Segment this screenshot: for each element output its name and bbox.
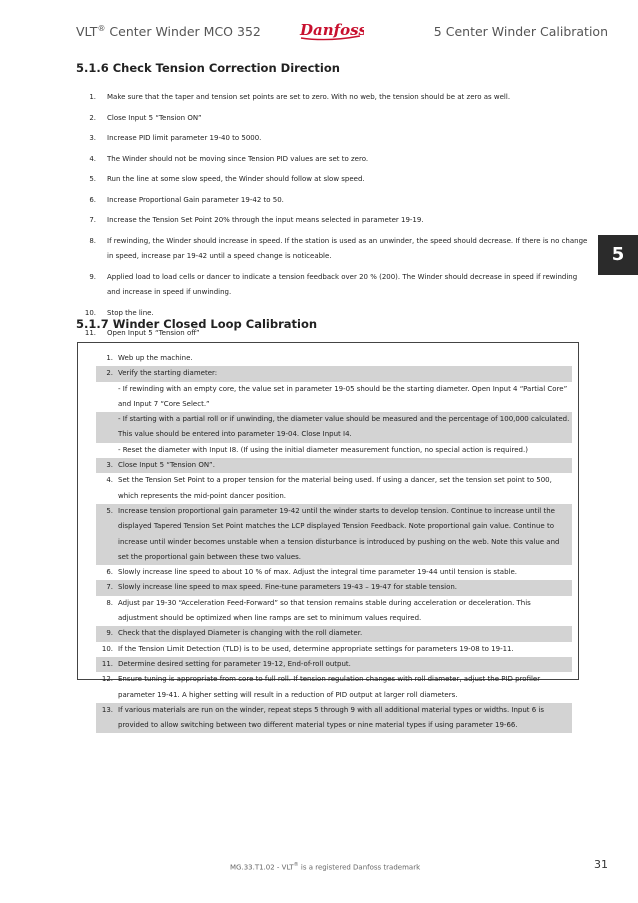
procedure-text: Determine desired setting for parameter 19-12, End-of-roll output. — [118, 659, 351, 668]
step-text: Increase PID limit parameter 19-40 to 5000. — [107, 134, 262, 142]
danfoss-logo-mark — [298, 18, 364, 42]
header-product — [76, 24, 261, 39]
step-number: 3. — [89, 134, 96, 142]
step-item — [76, 111, 592, 127]
step-item — [76, 193, 592, 209]
procedure-row — [96, 596, 572, 627]
procedure-row — [96, 580, 572, 595]
step-item — [76, 172, 592, 188]
section-516-steps — [76, 90, 592, 347]
procedure-number: 8. — [106, 598, 113, 607]
step-text: Close Input 5 “Tension ON” — [107, 113, 202, 122]
step-text: The Winder should not be moving since Tension PID values are set to zero. — [107, 154, 369, 163]
step-text: Open Input 5 “Tension off” — [107, 329, 200, 337]
procedure-row — [96, 565, 572, 580]
step-number: 11. — [84, 329, 96, 337]
procedure-text: Set the Tension Set Point to a proper tension for the material being used. If using a dancer, set the tension set point to 500, which represents the mid-point dancer position. — [118, 476, 552, 500]
procedure-row — [96, 458, 572, 473]
calibration-procedure-box — [77, 342, 579, 730]
step-item — [76, 213, 592, 229]
footer-registered-mark: ® — [293, 862, 299, 868]
step-text: Make sure that the taper and tension set points are set to zero. With no web, the tension should be at zero as well. — [107, 93, 511, 101]
step-number: 6. — [89, 195, 96, 204]
procedure-text: If various materials are run on the winder, repeat steps 5 through 9 with all additional material types or widths. Input 6 is provided to allow switching between two different material types or nine material types if using parameter 19-66. — [118, 705, 545, 730]
step-text: If rewinding, the Winder should increase in speed. If the station is used as an unwinder, the speed should decrease. If there is no change in speed, increase par 19-42 until a speed change is noticeable. — [107, 236, 588, 260]
procedure-text: Slowly increase line speed to about 10 % of max. Adjust the integral time parameter 19-44 until tension is stable. — [118, 568, 518, 577]
step-number: 10. — [84, 308, 96, 317]
procedure-text: If the Tension Limit Detection (TLD) is to be used, determine appropriate settings for parameters 19-08 to 19-11. — [118, 644, 514, 653]
procedure-row — [96, 443, 572, 458]
step-number: 5. — [89, 175, 96, 183]
calibration-procedure-list — [96, 351, 572, 733]
procedure-number: 6. — [106, 568, 113, 577]
step-item — [76, 131, 592, 147]
procedure-text: - If rewinding with an empty core, the value set in parameter 19-05 should be the starting diameter. Open Input 4 “Partial Core” and Input 7 “Core Select.” — [118, 384, 568, 408]
procedure-row — [96, 366, 572, 381]
procedure-text: Close Input 5 “Tension ON”. — [118, 461, 215, 470]
procedure-number: 4. — [106, 476, 113, 485]
procedure-number: 12. — [101, 675, 113, 684]
step-item — [76, 152, 592, 168]
procedure-row — [96, 473, 572, 504]
procedure-row — [96, 351, 572, 366]
procedure-text: - If starting with a partial roll or if unwinding, the diameter value should be measured and the percentage of 100,000 calculated. This value should be entered into parameter 19-04. Close Input I4. — [118, 415, 570, 439]
procedure-row — [96, 412, 572, 443]
step-text: Stop the line. — [107, 308, 154, 317]
footer-text-pre: MG.33.T1.02 - VLT — [230, 863, 294, 872]
procedure-text: Ensure tuning is appropriate from core to full roll. If tension regulation changes with roll diameter, adjust the PID profiler parameter 19-41. A higher setting will result in a reduction of PID output at larger roll diameters. — [118, 675, 541, 699]
procedure-row — [96, 657, 572, 672]
chapter-tab: 5 — [598, 235, 638, 275]
procedure-row — [96, 504, 572, 565]
procedure-text: Adjust par 19-30 “Acceleration Feed-Forward” so that tension remains stable during acceleration or deceleration. This adjustment should be optimized when line ramps are set to minimum values required. — [118, 598, 531, 623]
procedure-row — [96, 703, 572, 734]
procedure-text: Web up the machine. — [118, 354, 193, 362]
step-text: Increase Proportional Gain parameter 19-42 to 50. — [107, 195, 284, 204]
section-517-heading: 5.1.7 Winder Closed Loop Calibration — [76, 317, 318, 331]
header-product-post: Center Winder MCO 352 — [105, 24, 261, 40]
footer-text-post: is a registered Danfoss trademark — [298, 863, 421, 872]
procedure-row — [96, 642, 572, 657]
procedure-row — [96, 672, 572, 703]
procedure-number: 1. — [106, 354, 113, 362]
procedure-number: 10. — [101, 644, 113, 653]
header-product-pre: VLT — [76, 24, 98, 40]
procedure-text: Check that the displayed Diameter is changing with the roll diameter. — [118, 629, 363, 638]
step-number: 8. — [89, 236, 96, 245]
step-text: Applied load to load cells or dancer to indicate a tension feedback over 20 % (200). The Winder should decrease in speed if rewinding and increase in speed if unwinding. — [107, 272, 578, 296]
procedure-text: Slowly increase line speed to max speed. Fine-tune parameters 19-43 – 19-47 for stable tension. — [118, 583, 458, 592]
procedure-text: - Reset the diameter with Input I8. (If using the initial diameter measurement function, no special action is required.) — [118, 445, 528, 454]
procedure-number: 7. — [106, 583, 113, 592]
procedure-number: 3. — [106, 461, 113, 470]
svg-text:Danfoss: Danfoss — [300, 21, 364, 39]
danfoss-logo — [298, 18, 364, 46]
step-number: 2. — [89, 113, 96, 122]
procedure-number: 2. — [106, 369, 113, 378]
header-section-title: 5 Center Winder Calibration — [433, 24, 608, 39]
step-number: 7. — [89, 216, 96, 224]
procedure-text: Increase tension proportional gain parameter 19-42 until the winder starts to develop tension. Continue to increase until the displayed Tapered Tension Set Point matches the LCP displayed Tension Feedback. Note proportional gain value. Continue to increase until winder becomes unstable when a tension disturbance is introduced by pushing on the web. Note this value and set the proportional gain between these two values. — [118, 506, 560, 561]
procedure-row — [96, 626, 572, 641]
footer-trademark — [230, 862, 420, 871]
page-number: 31 — [594, 858, 608, 871]
step-item — [76, 270, 592, 301]
procedure-text: Verify the starting diameter: — [118, 369, 218, 378]
step-item — [76, 90, 592, 106]
step-text: Run the line at some slow speed, the Winder should follow at slow speed. — [107, 175, 365, 183]
step-number: 1. — [89, 93, 96, 101]
procedure-row — [96, 382, 572, 413]
step-item — [76, 234, 592, 265]
section-516-heading: 5.1.6 Check Tension Correction Direction — [76, 61, 340, 75]
procedure-number: 11. — [101, 659, 113, 668]
step-text: Increase the Tension Set Point 20% through the input means selected in parameter 19-19. — [107, 216, 424, 224]
step-number: 9. — [89, 272, 96, 281]
procedure-number: 13. — [101, 705, 113, 714]
procedure-number: 5. — [106, 506, 113, 515]
step-number: 4. — [89, 154, 96, 163]
registered-mark: ® — [97, 24, 106, 33]
procedure-number: 9. — [106, 629, 113, 638]
